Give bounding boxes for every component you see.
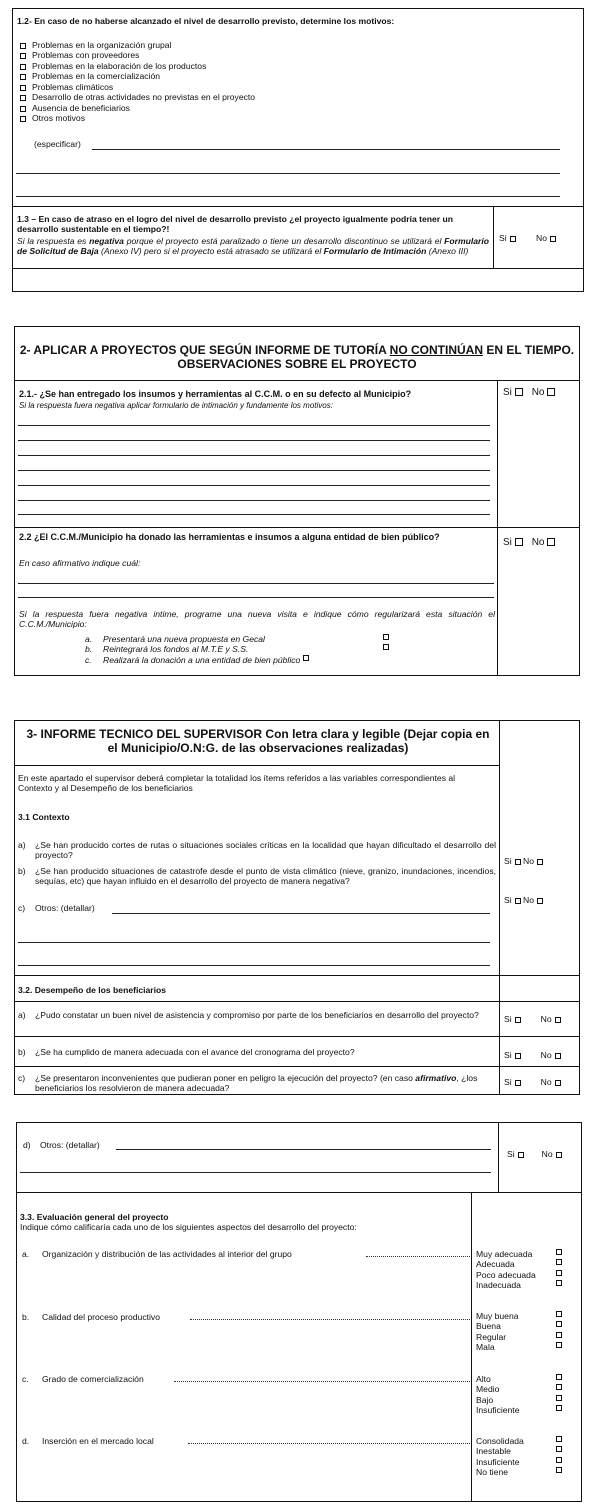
evaluation-option[interactable]: Consolidada <box>476 1436 568 1446</box>
performance-title: 3.2. Desempeño de los beneficiarios <box>18 985 167 995</box>
checkbox[interactable] <box>20 95 26 101</box>
divider <box>498 1122 499 1192</box>
q21-yes-no: Si No <box>503 387 555 399</box>
evaluation-intro: Indique cómo calificaría cada uno de los siguientes aspectos del desarrollo del proyecto: <box>20 1222 357 1232</box>
evaluation-option[interactable]: Poco adecuada <box>476 1270 568 1280</box>
checkbox[interactable] <box>556 1374 562 1380</box>
q22-title: 2.2 ¿El C.C.M./Municipio ha donado las herramientas e insumos a alguna entidad de bien público? <box>19 532 440 542</box>
q21-write-line[interactable] <box>18 440 490 441</box>
no-checkbox[interactable] <box>555 1080 561 1086</box>
evaluation-options <box>476 1436 568 1478</box>
checkbox[interactable] <box>383 644 389 650</box>
performance-item: a) ¿Pudo constatar un buen nivel de asistencia y compromiso por parte de los beneficiarios en desarrollo del proyecto? <box>18 1010 479 1020</box>
q12-option[interactable]: Problemas en la comercialización <box>20 71 460 81</box>
divider <box>499 720 500 1095</box>
divider <box>14 765 499 766</box>
q21-note: Si la respuesta fuera negativa aplicar formulario de intimación y fundamente los motivos: <box>19 401 333 410</box>
leader-dots <box>188 1443 470 1444</box>
q22-write-line[interactable] <box>18 583 494 584</box>
evaluation-option[interactable]: No tiene <box>476 1467 568 1477</box>
checkbox[interactable] <box>556 1436 562 1442</box>
checkbox[interactable] <box>556 1321 562 1327</box>
other-item: d) Otros: (detallar) <box>23 1140 100 1150</box>
divider <box>14 975 580 976</box>
evaluation-option[interactable]: Alto <box>476 1374 568 1384</box>
context-write-line[interactable] <box>18 965 490 966</box>
q21-write-line[interactable] <box>18 470 490 471</box>
evaluation-option[interactable]: Inestable <box>476 1446 568 1456</box>
divider <box>14 527 580 528</box>
context-item: b) ¿Se han producido situaciones de catastrofe desde el punto de vista climático (nieve, granizo, inundaciones, incendios, sequías, etc) que hayan influido en el desarrollo del proyecto de manera negativa? <box>18 866 496 887</box>
section-3-title: 3- INFORME TECNICO DEL SUPERVISOR Con letra clara y legible (Dejar copia en el Municipio/O.N:G. de las observaciones realizadas) <box>26 727 490 755</box>
divider <box>497 380 498 676</box>
no-checkbox[interactable] <box>555 1017 561 1023</box>
yes-checkbox[interactable] <box>515 898 521 904</box>
evaluation-option[interactable]: Buena <box>476 1321 568 1331</box>
q12-specify-label: (especificar) <box>34 139 81 149</box>
divider <box>12 206 584 207</box>
evaluation-item: c. Grado de comercialización <box>22 1374 144 1384</box>
no-checkbox[interactable] <box>537 898 543 904</box>
performance-b-yes-no: Si No <box>504 1050 561 1060</box>
q22-note: En caso afirmativo indique cuál: <box>19 558 141 568</box>
performance-item: b) ¿Se ha cumplido de manera adecuada con el avance del cronograma del proyecto? <box>18 1047 355 1057</box>
checkbox[interactable] <box>556 1249 562 1255</box>
checkbox[interactable] <box>556 1280 562 1286</box>
performance-c-yes-no: Si No <box>504 1077 561 1087</box>
context-b-yes-no: Si No <box>504 895 543 905</box>
q21-write-line[interactable] <box>18 425 490 426</box>
checkbox[interactable] <box>556 1311 562 1317</box>
q22-options <box>85 634 395 665</box>
divider <box>12 268 584 269</box>
evaluation-option[interactable]: Insuficiente <box>476 1457 568 1467</box>
yes-checkbox[interactable] <box>515 1053 521 1059</box>
checkbox[interactable] <box>20 106 26 112</box>
divider <box>14 380 580 381</box>
performance-item: c) ¿Se presentaron inconvenientes que pudieran poner en peligro la ejecución del proyecto? (en caso afirmativo, ¿los beneficiarios los resolvieron de manera adecuada? <box>18 1073 478 1094</box>
evaluation-item: a. Organización y distribución de las actividades al interior del grupo <box>22 1249 292 1259</box>
divider <box>493 206 494 268</box>
context-write-line[interactable] <box>18 942 490 943</box>
section-2-title: 2- APLICAR A PROYECTOS QUE SEGÚN INFORME DE TUTORÍA NO CONTINÚAN EN EL TIEMPO. OBSERVACIONES SOBRE EL PROYECTO <box>19 343 575 371</box>
evaluation-item: d. Inserción en el mercado local <box>22 1436 154 1446</box>
q22-negative-note: Si la respuesta fuera negativa intime, programe una nueva visita e indique cómo regularizará esta situación el C.C.M./Municipio: <box>19 609 495 630</box>
checkbox[interactable] <box>556 1457 562 1463</box>
checkbox[interactable] <box>556 1446 562 1452</box>
other-write-line[interactable] <box>116 1149 491 1150</box>
q12-write-line[interactable] <box>16 196 560 197</box>
q12-write-line[interactable] <box>16 173 560 174</box>
q22-yes-no: Si No <box>503 537 555 549</box>
q12-option[interactable]: Otros motivos <box>20 113 460 123</box>
checkbox[interactable] <box>556 1332 562 1338</box>
divider <box>471 1192 472 1502</box>
q21-write-line[interactable] <box>18 500 490 501</box>
evaluation-option[interactable]: Regular <box>476 1332 568 1342</box>
q12-option[interactable]: Problemas en la elaboración de los productos <box>20 61 460 71</box>
checkbox[interactable] <box>20 64 26 70</box>
divider <box>14 1066 580 1067</box>
checkbox[interactable] <box>556 1405 562 1411</box>
q12-option[interactable]: Desarrollo de otras actividades no previstas en el proyecto <box>20 92 460 102</box>
evaluation-option[interactable]: Mala <box>476 1342 568 1352</box>
q13-note: Si la respuesta es negativa porque el proyecto está paralizado o tiene un desarrollo discontinuo se utilizará el Formulario de Solicitud de Baja (Anexo IV) pero si el proyecto está atrasado se utilizará el Formulario de Intimación (Anexo III) <box>17 236 490 257</box>
yes-checkbox[interactable] <box>515 388 523 396</box>
evaluation-option[interactable]: Muy buena <box>476 1311 568 1321</box>
divider <box>14 1001 580 1002</box>
evaluation-options <box>476 1249 568 1291</box>
evaluation-option[interactable]: Muy adecuada <box>476 1249 568 1259</box>
q21-title: 2.1.- ¿Se han entregado los insumos y herramientas al C.C.M. o en su defecto al Municipio? <box>19 389 412 399</box>
q12-options <box>20 40 460 124</box>
q13-yes-no: Si No <box>499 233 556 243</box>
q12-option[interactable]: Problemas en la organización grupal <box>20 40 460 50</box>
context-a-yes-no: Si No <box>504 856 543 866</box>
other-write-line[interactable] <box>20 1172 491 1173</box>
checkbox[interactable] <box>303 655 309 661</box>
no-checkbox[interactable] <box>537 859 543 865</box>
no-checkbox[interactable] <box>556 1152 562 1158</box>
evaluation-options <box>476 1311 568 1353</box>
checkbox[interactable] <box>556 1384 562 1390</box>
evaluation-option[interactable]: Insuficiente <box>476 1405 568 1415</box>
evaluation-option[interactable]: Bajo <box>476 1395 568 1405</box>
checkbox[interactable] <box>556 1467 562 1473</box>
q12-specify-line[interactable] <box>92 149 560 150</box>
q22-write-line[interactable] <box>18 597 494 598</box>
checkbox[interactable] <box>20 53 26 59</box>
checkbox[interactable] <box>20 43 26 49</box>
divider <box>14 1036 580 1037</box>
q21-write-line[interactable] <box>18 514 490 515</box>
checkbox[interactable] <box>556 1395 562 1401</box>
no-checkbox[interactable] <box>547 538 555 546</box>
checkbox[interactable] <box>556 1270 562 1276</box>
context-title: 3.1 Contexto <box>18 812 70 822</box>
yes-checkbox[interactable] <box>510 236 516 242</box>
context-item: c) Otros: (detallar) <box>18 903 95 913</box>
divider <box>16 1192 582 1193</box>
q12-option[interactable]: Problemas climáticos <box>20 82 460 92</box>
s3-intro: En este apartado el supervisor deberá completar la totalidad los ítems referidos a las variables correspondientes al Contexto y al Desempeño de los beneficiarios <box>18 773 456 794</box>
q22-option[interactable]: b. Reintegrará los fondos al M.T.E y S.S. <box>85 644 395 654</box>
q22-option[interactable]: c. Realizará la donación a una entidad de bien público <box>85 655 395 665</box>
q12-option[interactable]: Problemas con proveedores <box>20 50 460 60</box>
q21-write-line[interactable] <box>18 455 490 456</box>
yes-checkbox[interactable] <box>518 1152 524 1158</box>
no-checkbox[interactable] <box>555 1053 561 1059</box>
context-item: a) ¿Se han producido cortes de rutas o situaciones sociales críticas en la localidad que hayan dificultado el desarrollo del proyecto? <box>18 840 496 861</box>
checkbox[interactable] <box>556 1342 562 1348</box>
performance-a-yes-no: Si No <box>504 1014 561 1024</box>
no-checkbox[interactable] <box>550 236 556 242</box>
evaluation-item: b. Calidad del proceso productivo <box>22 1312 160 1322</box>
yes-checkbox[interactable] <box>515 1080 521 1086</box>
q13-title: 1.3 – En caso de atraso en el logro del nivel de desarrollo previsto ¿el proyecto igualmente podría tener un desarrollo sustentable en el tiempo?! <box>17 214 454 235</box>
no-checkbox[interactable] <box>547 388 555 396</box>
leader-dots <box>190 1319 470 1320</box>
evaluation-option[interactable]: Adecuada <box>476 1259 568 1269</box>
q21-write-line[interactable] <box>18 485 490 486</box>
yes-checkbox[interactable] <box>515 538 523 546</box>
checkbox[interactable] <box>383 634 389 640</box>
evaluation-title: 3.3. Evaluación general del proyecto <box>20 1212 169 1222</box>
checkbox[interactable] <box>20 116 26 122</box>
q22-option[interactable]: a. Presentará una nueva propuesta en Gecal <box>85 634 395 644</box>
checkbox[interactable] <box>20 85 26 91</box>
evaluation-options <box>476 1374 568 1416</box>
yes-checkbox[interactable] <box>515 1017 521 1023</box>
evaluation-option[interactable]: Inadecuada <box>476 1280 568 1290</box>
checkbox[interactable] <box>556 1259 562 1265</box>
checkbox[interactable] <box>20 74 26 80</box>
leader-dots <box>366 1256 470 1257</box>
evaluation-option[interactable]: Medio <box>476 1384 568 1394</box>
leader-dots <box>174 1381 470 1382</box>
context-write-line[interactable] <box>112 913 490 914</box>
other-yes-no: Si No <box>507 1149 562 1159</box>
q12-option[interactable]: Ausencia de beneficiarios <box>20 103 460 113</box>
q12-title: 1.2- En caso de no haberse alcanzado el nivel de desarrollo previsto, determine los motivos: <box>17 16 395 26</box>
yes-checkbox[interactable] <box>515 859 521 865</box>
